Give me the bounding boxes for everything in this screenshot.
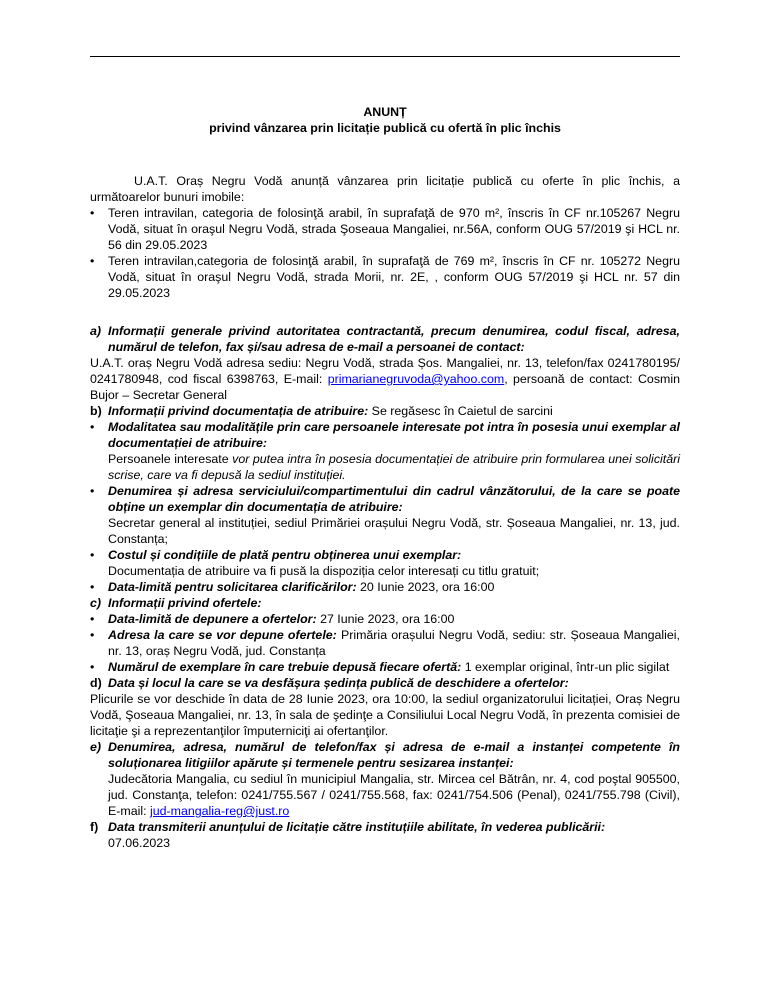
section-marker: b) xyxy=(90,404,102,418)
property-item: • Teren intravilan, categoria de folosinţă arabil, în suprafaţă de 970 m², înscris în CF nr.105267 Negru Vodă, situat în oraşul Negru Vodă, strada Şoseaua Mangaliei, nr.56A, conform OUG 57/2019 şi HCL nr. 56 din 29.05.2023 xyxy=(90,205,680,253)
bullet-text: 27 Iunie 2023, ora 16:00 xyxy=(316,612,455,626)
document-body xyxy=(90,56,680,851)
section-c xyxy=(90,595,680,611)
document-title: ANUNȚ xyxy=(363,105,407,119)
section-heading: Data transmiterii anunțului de licitație către instituțiile abilitate, în vederea publicării: xyxy=(108,820,606,834)
bullet-text: 1 exemplar original, într-un plic sigilat xyxy=(461,660,670,674)
bullet-heading: Denumirea și adresa serviciului/compartimentului din cadrul vânzătorului, de la care se poate obține un exemplar din documentația de atribuire: xyxy=(108,484,680,514)
section-text: Se regăsesc în Caietul de sarcini xyxy=(368,404,553,418)
bullet-text: Secretar general al instituției, sediul Primăriei orașului Negru Vodă, str. Șoseaua Mangaliei, nr. 13, jud. Constanța; xyxy=(108,516,680,546)
contact-text: U.A.T. oraș Negru Vodă adresa sediu: Negru Vodă, strada Șos. Mangaliei, nr. 13, telefon/fax 0241780195/ 0241780948, cod fiscal 6398763, E-mail: xyxy=(90,356,680,386)
section-f xyxy=(90,819,680,851)
bullet-service-address xyxy=(90,483,680,547)
bullet-submission-deadline xyxy=(90,611,680,627)
section-marker: c) xyxy=(90,596,102,610)
bullet-icon: • xyxy=(90,612,95,626)
bullet-documentation-access xyxy=(90,419,680,483)
section-text: 07.06.2023 xyxy=(108,836,171,850)
contact-email-link[interactable]: primarianegruvoda@yahoo.com xyxy=(327,372,505,386)
bullet-icon: • xyxy=(90,628,95,642)
section-heading: Informații privind documentația de atribuire: xyxy=(108,404,369,418)
bullet-cost xyxy=(90,547,680,579)
intro-paragraph: U.A.T. Oraș Negru Vodă anunță vânzarea prin licitație publică cu oferte în plic închis, a următoarelor bunuri imobile: xyxy=(90,174,680,204)
bullet-heading: Numărul de exemplare în care trebuie depusă fiecare ofertă: xyxy=(108,660,462,674)
bullet-text: Primăria orașului Negru Vodă, sediu: str. Șoseaua Mangaliei, nr. 13, oraș Negru Vodă, jud. Constanța xyxy=(108,628,680,658)
bullet-icon: • xyxy=(90,420,95,434)
bullet-heading: Data-limită pentru solicitarea clarificărilor: xyxy=(108,580,357,594)
bullet-heading: Modalitatea sau modalitățile prin care persoanele interesate pot intra în posesia unui exemplar al documentației de atribuire: xyxy=(108,420,680,450)
court-email-link[interactable]: jud-mangalia-reg@just.ro xyxy=(150,804,290,818)
document-subtitle: privind vânzarea prin licitație publică cu ofertă în plic închis xyxy=(209,121,561,135)
section-a-text xyxy=(90,355,680,403)
section-text: Judecătoria Mangalia, cu sediul în municipiul Mangalia, str. Mircea cel Bătrân, nr. 4, cod poştal 905500, jud. Constanţa, telefon: 0241/755.567 / 0241/755.568, fax: 0241/754.506 (Penal), 0241/755.798 (Civil), E-mail: xyxy=(108,772,680,818)
bullet-icon: • xyxy=(90,660,95,674)
section-d-text: Plicurile se vor deschide în data de 28 Iunie 2023, ora 10:00, la sediul organizatorului licitației, Oraș Negru Vodă, Şoseaua Mangaliei, nr. 13, în sala de şedinţe a Consiliului Local Negru Vodă, în prezenta comisiei de licitaţie şi a reprezentanţilor împuterniciţi ai ofertanţilor. xyxy=(90,692,680,738)
bullet-text: Persoanele interesate xyxy=(108,452,233,466)
bullet-icon: • xyxy=(90,580,95,594)
section-e xyxy=(90,739,680,819)
section-b xyxy=(90,403,680,419)
bullet-text: 20 Iunie 2023, ora 16:00 xyxy=(356,580,495,594)
bullet-copies xyxy=(90,659,680,675)
section-marker: a) xyxy=(90,324,102,338)
section-marker: e) xyxy=(90,740,102,754)
bullet-icon: • xyxy=(90,548,95,562)
bullet-heading: Costul și condițiile de plată pentru obținerea unui exemplar: xyxy=(108,548,462,562)
section-d xyxy=(90,675,680,691)
property-list xyxy=(90,205,680,301)
section-marker: d) xyxy=(90,676,102,690)
bullet-text: Documentația de atribuire va fi pusă la dispoziția celor interesați cu titlu gratuit; xyxy=(108,564,540,578)
bullet-clarification-deadline xyxy=(90,579,680,595)
section-marker: f) xyxy=(90,820,99,834)
contact-person-text: , persoană de contact: Cosmin Bujor – Secretar General xyxy=(90,372,680,402)
section-heading: Data și locul la care se va desfășura ședința publică de deschidere a ofertelor: xyxy=(108,676,569,690)
bullet-heading: Data-limită de depunere a ofertelor: xyxy=(108,612,317,626)
header-rule xyxy=(90,56,680,57)
bullet-heading: Adresa la care se vor depune ofertele: xyxy=(108,628,337,642)
bullet-submission-address xyxy=(90,627,680,659)
bullet-icon: • xyxy=(90,484,95,498)
bullet-text-italic: vor putea intra în posesia documentației de atribuire prin formularea unei solicitări scrise, care va fi depusă la sediul instituției. xyxy=(108,452,680,482)
section-heading: Denumirea, adresa, numărul de telefon/fax și adresa de e-mail a instanței competente în soluționarea litigiilor apărute și termenele pentru sesizarea instanței: xyxy=(108,740,680,770)
section-heading: Informații generale privind autoritatea contractantă, precum denumirea, codul fiscal, adresa, numărul de telefon, fax și/sau adresa de e-mail a persoanei de contact: xyxy=(108,324,680,354)
property-item: • Teren intravilan,categoria de folosinţă arabil, în suprafaţă de 769 m², înscris în CF nr. 105272 Negru Vodă, situat în oraşul Negru Vodă, strada Morii, nr. 2E, , conform OUG 57/2019 şi HCL nr. 57 din 29.05.2023 xyxy=(90,253,680,301)
section-heading: Informații privind ofertele: xyxy=(108,596,262,610)
section-a xyxy=(90,323,680,355)
